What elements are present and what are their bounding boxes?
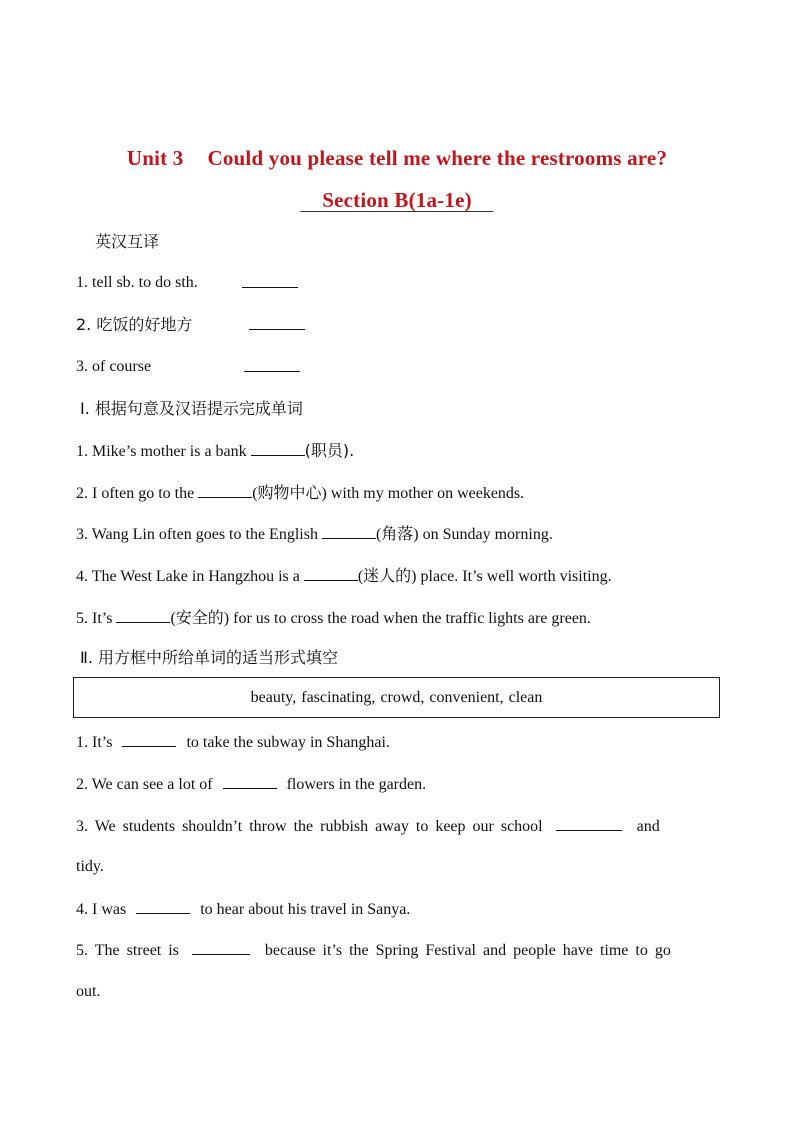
item-text: to take the subway in Shanghai.	[182, 734, 390, 751]
item-hint: (角落) on Sunday morning.	[375, 526, 553, 543]
item-text: and	[629, 818, 660, 835]
answer-blank[interactable]	[122, 732, 176, 747]
unit-title	[0, 146, 794, 171]
item-text: because it’s the Spring Festival and people have time to go	[257, 942, 671, 959]
answer-blank[interactable]	[242, 273, 298, 288]
item-text: 2. We can see a lot of	[76, 776, 217, 793]
item-text: 4. I was	[76, 901, 131, 918]
translate-item-text: 1. tell sb. to do sth.	[76, 274, 198, 291]
answer-blank[interactable]	[556, 816, 622, 831]
part1-item-4	[76, 566, 612, 587]
translate-item-text: 3. of course	[76, 358, 152, 375]
part1-item-5	[76, 608, 591, 629]
section-label: Section B(1a-1e)	[322, 188, 472, 212]
item-hint: (购物中心) with my mother on weekends.	[252, 485, 525, 502]
answer-blank[interactable]	[322, 524, 376, 539]
answer-blank[interactable]	[304, 566, 358, 581]
item-text: 3. Wang Lin often goes to the English	[76, 526, 322, 543]
part2-item-5	[76, 940, 671, 961]
translate-item-2	[76, 315, 192, 336]
item-text: to hear about his travel in Sanya.	[196, 901, 411, 918]
section-title	[0, 188, 794, 213]
part2-item-3-continuation: tidy.	[76, 858, 104, 875]
item-text: 5. The street is	[76, 942, 186, 959]
part1-item-2	[76, 483, 524, 504]
item-hint: (安全的) for us to cross the road when the traffic lights are green.	[170, 610, 591, 627]
part1-heading: Ⅰ. 根据句意及汉语提示完成单词	[80, 399, 303, 418]
part1-item-3	[76, 524, 553, 545]
translate-item-text: 2. 吃饭的好地方	[76, 315, 193, 334]
part1-item-1	[76, 441, 354, 462]
item-text: 3. We students shouldn’t throw the rubbish away to keep our school	[76, 818, 550, 835]
answer-blank[interactable]	[116, 608, 170, 623]
item-text: 2. I often go to the	[76, 485, 199, 502]
answer-blank[interactable]	[223, 774, 277, 789]
word-box: beauty, fascinating, crowd, convenient, clean	[73, 677, 720, 718]
part2-item-4	[76, 899, 410, 920]
translate-heading: 英汉互译	[95, 232, 160, 251]
part2-item-5-continuation: out.	[76, 983, 101, 1000]
answer-blank[interactable]	[136, 899, 190, 914]
answer-blank[interactable]	[244, 357, 300, 372]
answer-blank[interactable]	[198, 483, 252, 498]
item-text: 5. It’s	[76, 610, 117, 627]
item-text: 1. Mike’s mother is a bank	[76, 443, 251, 460]
part2-item-1	[76, 732, 390, 753]
unit-number: Unit 3	[126, 146, 184, 170]
part2-heading: Ⅱ. 用方框中所给单词的适当形式填空	[80, 648, 339, 667]
part2-item-2	[76, 774, 426, 795]
item-hint: (职员).	[304, 441, 355, 460]
item-text: 4. The West Lake in Hangzhou is a	[76, 568, 304, 585]
item-hint: (迷人的) place. It’s well worth visiting.	[357, 568, 612, 585]
item-text: flowers in the garden.	[282, 776, 427, 793]
answer-blank[interactable]	[249, 315, 305, 330]
item-text: 1. It’s	[76, 734, 117, 751]
answer-blank[interactable]	[192, 940, 250, 955]
part2-item-3	[76, 816, 660, 837]
unit-question: Could you please tell me where the restrooms are?	[207, 146, 668, 170]
translate-item-1	[76, 273, 198, 293]
answer-blank[interactable]	[251, 441, 305, 456]
translate-item-3	[76, 357, 151, 377]
